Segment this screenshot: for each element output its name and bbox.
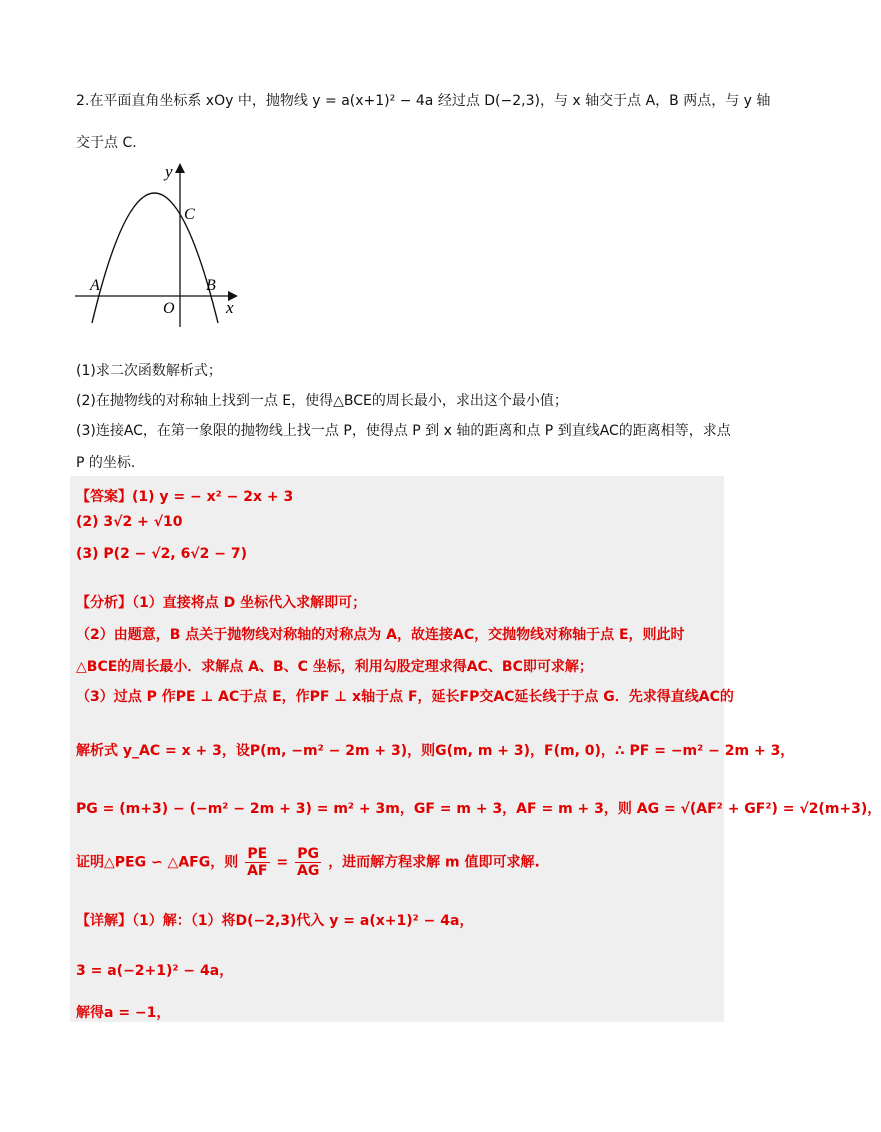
question-3-line-a: (3)连接AC，在第一象限的抛物线上找一点 P，使得点 P 到 x 轴的距离和点 P 到直线AC的距离相等，求点 <box>76 423 731 439</box>
problem-line-1: 2.在平面直角坐标系 xOy 中，抛物线 y = a(x+1)² − 4a 经过点 D(−2,3)，与 x 轴交于点 A，B 两点，与 y 轴 <box>76 93 771 109</box>
fraction-pe-af: $\frac{PE}{AF}$ <box>247 846 268 879</box>
analysis-line-5: 解析式 y_AC = x + 3，设P(m, −m² − 2m + 3)，则G(m, m + 3)，F(m, 0)，∴ PF = −m² − 2m + 3， <box>76 743 795 759</box>
detail-line-3: 解得a = −1， <box>76 1005 171 1021</box>
x-axis-label: x <box>226 298 234 317</box>
parabola-curve <box>92 193 218 323</box>
point-a-label: A <box>90 277 100 294</box>
analysis-line-3: △BCE的周长最小．求解点 A、B、C 坐标，利用勾股定理求得AC、BC即可求解； <box>76 659 593 675</box>
detail-line-2: 3 = a(−2+1)² − 4a， <box>76 963 234 979</box>
detail-line-1: 【详解】（1）解：（1）将D(−2,3)代入 y = a(x+1)² − 4a， <box>76 913 474 929</box>
answer-3: (3) P(2 − √2, 6√2 − 7) <box>76 546 248 562</box>
origin-label: O <box>163 300 175 317</box>
point-b-label: B <box>206 277 216 294</box>
question-1: (1)求二次函数解析式； <box>76 363 222 379</box>
y-axis-arrow <box>175 163 185 173</box>
analysis-line-2: （2）由题意，B 点关于抛物线对称轴的对称点为 A，故连接AC，交抛物线对称轴于点 E，则此时 <box>76 627 685 643</box>
question-2: (2)在抛物线的对称轴上找到一点 E，使得△BCE的周长最小，求出这个最小值； <box>76 393 568 409</box>
analysis-line-4: （3）过点 P 作PE ⊥ AC于点 E，作PF ⊥ x轴于点 F，延长FP交AC延长线于于点 G．先求得直线AC的 <box>76 689 734 705</box>
analysis-line-7-lead: 证明△PEG ∽ △AFG，则 <box>76 854 239 871</box>
analysis-line-6: PG = (m+3) − (−m² − 2m + 3) = m² + 3m，GF = m + 3，AF = m + 3，则 AG = √(AF² + GF²) = √2(m+3)， <box>76 801 881 817</box>
point-c-label: C <box>184 206 195 223</box>
analysis-line-7-tail: ，进而解方程求解 m 值即可求解. <box>328 854 540 871</box>
problem-line-2: 交于点 C. <box>76 135 137 151</box>
analysis-line-1: 【分析】（1）直接将点 D 坐标代入求解即可； <box>76 595 367 611</box>
question-3-line-b: P 的坐标. <box>76 455 136 471</box>
y-axis-label: y <box>165 162 173 181</box>
answer-2: (2) 3√2 + √10 <box>76 514 183 530</box>
fraction-equals: = <box>276 854 289 871</box>
analysis-line-7 <box>76 846 740 879</box>
answer-1: 【答案】(1) y = − x² − 2x + 3 <box>76 489 294 505</box>
fraction-pg-ag: $\frac{PG}{AG}$ <box>296 846 320 879</box>
parabola-figure <box>70 155 250 335</box>
